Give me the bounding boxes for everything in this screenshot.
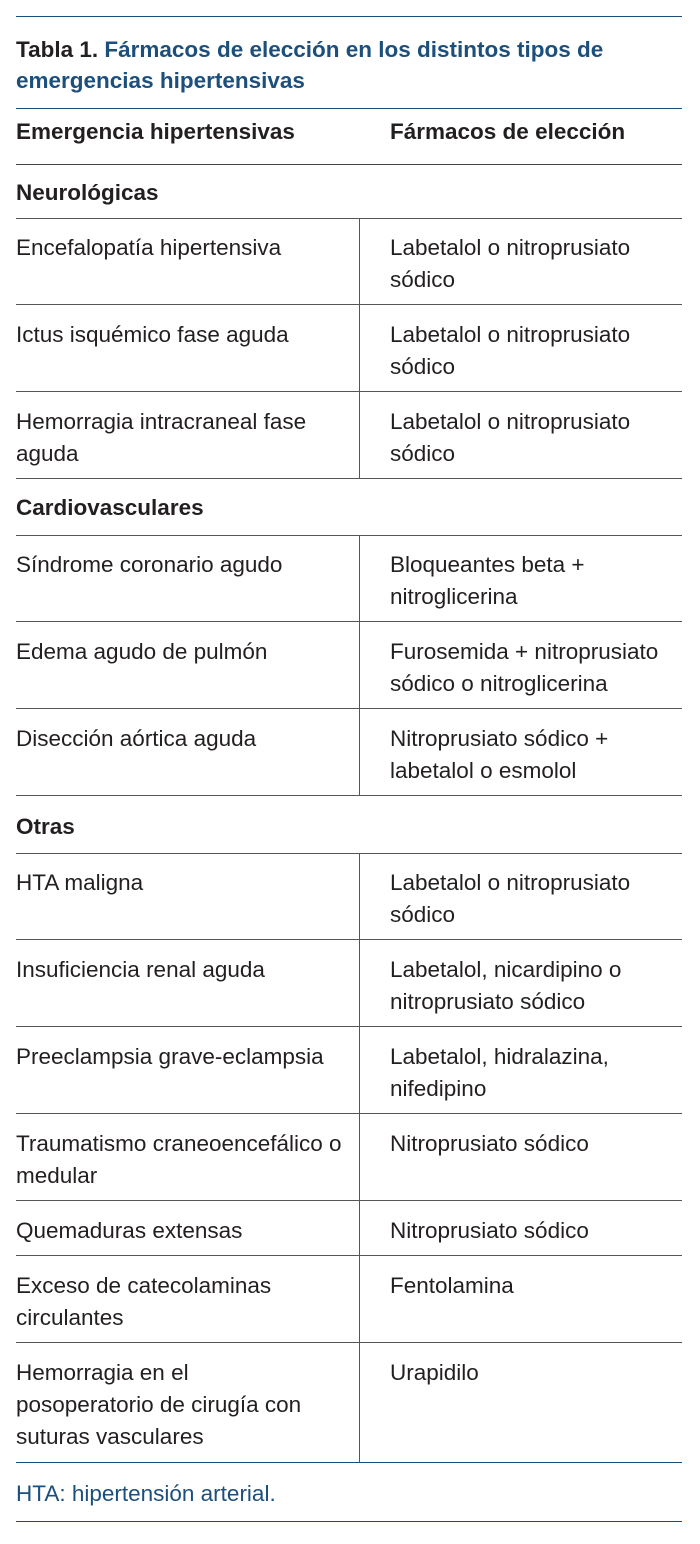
table-row — [16, 1256, 682, 1343]
emergency-cell: Traumatismo craneoencefálico o medular — [16, 1131, 342, 1188]
column-divider — [359, 1027, 360, 1114]
header-rule — [16, 164, 682, 165]
table-row — [16, 392, 682, 479]
column-divider — [359, 392, 360, 479]
section-heading-cardiovascular: Cardiovasculares — [16, 495, 204, 520]
row-divider — [16, 478, 682, 479]
footnote-rule — [16, 1521, 682, 1522]
table-row — [16, 709, 682, 796]
drug-cell: Nitroprusiato sódico + labetalol o esmolol — [390, 726, 609, 783]
drug-cell: Nitroprusiato sódico — [390, 1218, 589, 1243]
table-row — [16, 622, 682, 709]
table-row — [16, 1201, 682, 1256]
column-divider — [359, 1114, 360, 1201]
column-header-emergency: Emergencia hipertensivas — [16, 119, 295, 144]
title-rule — [16, 108, 682, 109]
drug-cell: Labetalol, nicardipino o nitroprusiato sódico — [390, 957, 622, 1014]
column-divider — [359, 709, 360, 796]
footnote: HTA: hipertensión arterial. — [16, 1481, 276, 1506]
emergency-cell: Edema agudo de pulmón — [16, 639, 268, 664]
emergency-cell: Encefalopatía hipertensiva — [16, 235, 282, 260]
emergency-cell: Hemorragia intracraneal fase aguda — [16, 409, 307, 466]
top-rule — [16, 16, 682, 17]
drug-cell: Fentolamina — [390, 1273, 514, 1298]
emergency-cell: Quemaduras extensas — [16, 1218, 243, 1243]
table-bottom-rule — [16, 1462, 682, 1463]
column-divider — [359, 1256, 360, 1343]
section-heading-neurological: Neurológicas — [16, 180, 159, 205]
section-heading-other: Otras — [16, 814, 75, 839]
drug-cell: Labetalol, hidralazina, nifedipino — [390, 1044, 609, 1101]
table-row — [16, 1027, 682, 1114]
table-label: Tabla 1. — [16, 37, 99, 62]
column-divider — [359, 535, 360, 622]
emergency-cell: Exceso de catecolaminas circulantes — [16, 1273, 272, 1330]
column-divider — [359, 1343, 360, 1462]
column-divider — [359, 1201, 360, 1256]
drug-cell: Bloqueantes beta + nitroglicerina — [390, 552, 585, 609]
table-row — [16, 305, 682, 392]
table-row — [16, 1343, 682, 1462]
drug-cell: Labetalol o nitroprusiato sódico — [390, 409, 631, 466]
row-divider — [16, 795, 682, 796]
column-header-drugs: Fármacos de elección — [390, 119, 626, 144]
emergency-cell: Preeclampsia grave-eclampsia — [16, 1044, 324, 1069]
column-divider — [359, 305, 360, 392]
emergency-cell: Hemorragia en el posoperatorio de cirugía con suturas vasculares — [16, 1360, 302, 1449]
column-divider — [359, 853, 360, 940]
column-divider — [359, 622, 360, 709]
table-row — [16, 1114, 682, 1201]
drug-cell: Nitroprusiato sódico — [390, 1131, 589, 1156]
drug-cell: Furosemida + nitroprusiato sódico o nitroglicerina — [390, 639, 659, 696]
column-divider — [359, 940, 360, 1027]
table-row — [16, 535, 682, 622]
table-row — [16, 218, 682, 305]
drug-cell: Labetalol o nitroprusiato sódico — [390, 322, 631, 379]
drug-cell: Labetalol o nitroprusiato sódico — [390, 235, 631, 292]
emergency-cell: Ictus isquémico fase aguda — [16, 322, 289, 347]
emergency-cell: Síndrome coronario agudo — [16, 552, 283, 577]
drug-cell: Labetalol o nitroprusiato sódico — [390, 870, 631, 927]
table-title — [16, 34, 676, 96]
emergency-cell: Disección aórtica aguda — [16, 726, 257, 751]
emergency-cell: HTA maligna — [16, 870, 144, 895]
table-row — [16, 940, 682, 1027]
column-divider — [359, 218, 360, 305]
drug-cell: Urapidilo — [390, 1360, 479, 1385]
emergency-cell: Insuficiencia renal aguda — [16, 957, 265, 982]
table-title-text: Fármacos de elección en los distintos tipos de emergencias hipertensivas — [16, 37, 604, 93]
table-row — [16, 853, 682, 940]
